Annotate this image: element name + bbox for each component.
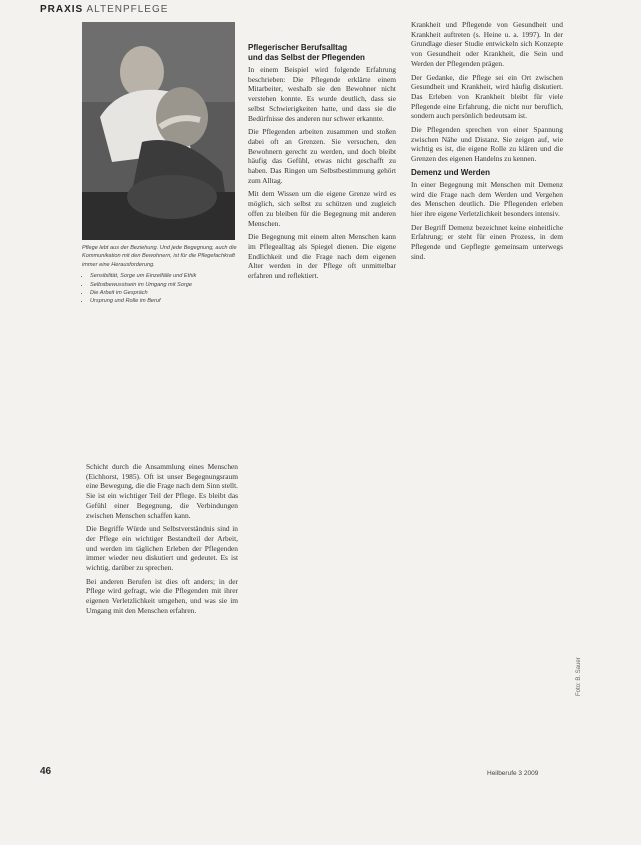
- paragraph: Krankheit und Pflegende von Gesundheit und Krankheit auftreten (s. Heine u. a. 1997). In der Grundlage dieser Studie entwickeln sich Konzepte von Gesundheit oder Krankheit, die Sein und Werden der Pflegenden prägen.: [411, 20, 563, 68]
- topic-label: ALTENPFLEGE: [86, 4, 169, 15]
- paragraph: Die Pflegenden arbeiten zusammen und stoßen dabei oft an Grenzen. Sie versuchen, den Bewohnern gerecht zu werden, und doch bleibt häufig das Gefühl, etwas nicht geschafft zu haben. Das Ringen um Selbstbestimmung gehört zum Alltag.: [248, 127, 396, 185]
- photo-credit: Foto: B. Sauer: [576, 657, 582, 696]
- middle-column: [248, 43, 396, 285]
- section-heading: Pflegerischer Berufsalltag und das Selbst der Pflegenden: [248, 43, 365, 62]
- caption-bullets: [82, 272, 237, 306]
- caption-text: Pflege lebt aus der Beziehung. Und jede Begegnung, auch die Kommunikation mit den Bewohnern, ist für die Pflegefachkraft immer eine Herausforderung.: [82, 245, 237, 268]
- care-photo-image: [82, 22, 235, 240]
- paragraph: Die Begriffe Würde und Selbstverständnis sind in der Pflege ein wichtiger Bestandteil der Arbeit, und werden im täglichen Erleben der Pflegenden immer wieder neu diskutiert und gedeutet. Es ist wichtig, darüber zu sprechen.: [86, 524, 238, 573]
- paragraph: Die Begegnung mit einem alten Menschen kann im Pflegealltag als Spiegel dienen. Die eigene Endlichkeit und die Frage nach dem eigenen Alter werden in der Pflege oft unmittelbar erfahren und reflektiert.: [248, 232, 396, 281]
- paragraph: In einer Begegnung mit Menschen mit Demenz wird die Frage nach dem Werden und Vergehen des Menschen deutlich. Die Pflegenden erleben hier ihre eigene Verletzlichkeit besonders intensiv.: [411, 179, 563, 218]
- paragraph: Der Begriff Demenz bezeichnet keine einheitliche Erfahrung; er steht für einen Prozess, in dem Pflegende und Gepflegte gemeinsam unterwegs sind.: [411, 222, 563, 261]
- caption-bullet: • Die Arbeit im Gespräch: [90, 289, 237, 297]
- section-heading: Demenz und Werden: [411, 167, 490, 177]
- paragraph: Mit dem Wissen um die eigene Grenze wird es möglich, sich selbst zu schützen und zugleich offen zu bleiben für die Begegnung mit anderen Menschen.: [248, 189, 396, 228]
- caption-bullet: • Sensibilität, Sorge um Einzelfälle und Ethik: [90, 272, 237, 280]
- paragraph: Schicht durch die Ansammlung eines Menschen (Eichhorst, 1985). Oft ist unser Begegnungsraum eine Bewegung, die die Frage nach dem Sinn stellt. Sie ist ein wichtiger Teil der Pflege. Es bleibt das Gefühl einer Begegnung, die Verbindungen zwischen Menschen schaffen kann.: [86, 462, 238, 520]
- caption-bullet: • Ursprung und Rolle im Beruf: [90, 297, 237, 305]
- paragraph: Bei anderen Berufen ist dies oft anders; in der Pflege wird gefragt, wie die Pflegenden mit ihrer eigenen Verletzlichkeit umgehen, und was sie im Umgang mit den Menschen erfahren.: [86, 576, 238, 615]
- right-column: [411, 20, 563, 265]
- caption-bullet: • Selbstbewusstsein im Umgang mit Sorge: [90, 281, 237, 289]
- page-number: 46: [40, 766, 52, 777]
- paragraph: Der Gedanke, die Pflege sei ein Ort zwischen Gesundheit und Krankheit, wird häufig diskutiert. Das Erleben von Krankheit bleibt für viele Pflegende eine Erfahrung, die nicht nur beruflich, sondern auch persönlich bedeutsam ist.: [411, 72, 563, 121]
- paragraph: Die Pflegenden sprechen von einer Spannung zwischen Nähe und Distanz. Sie zeigen auf, wie wichtig es ist, die eigene Rolle zu klären und die Grenzen des eigenen Handelns zu kennen.: [411, 125, 563, 164]
- journal-reference: Heilberufe 3 2009: [487, 770, 539, 777]
- photo-caption: [82, 244, 237, 306]
- section-label: PRAXIS: [40, 4, 84, 15]
- care-photo: [82, 22, 235, 240]
- section-header: [40, 4, 168, 15]
- left-column: [86, 462, 238, 620]
- paragraph: In einem Beispiel wird folgende Erfahrung beschrieben: Die Pflegende erklärte einem Mitarbeiter, weshalb sie den Bewohner nicht verstehen konnte. Es wurde deutlich, dass sie selbst Schwierigkeiten hatte, und dass sie die Bedürfnisse des anderen nur schwer erkannte.: [248, 65, 396, 123]
